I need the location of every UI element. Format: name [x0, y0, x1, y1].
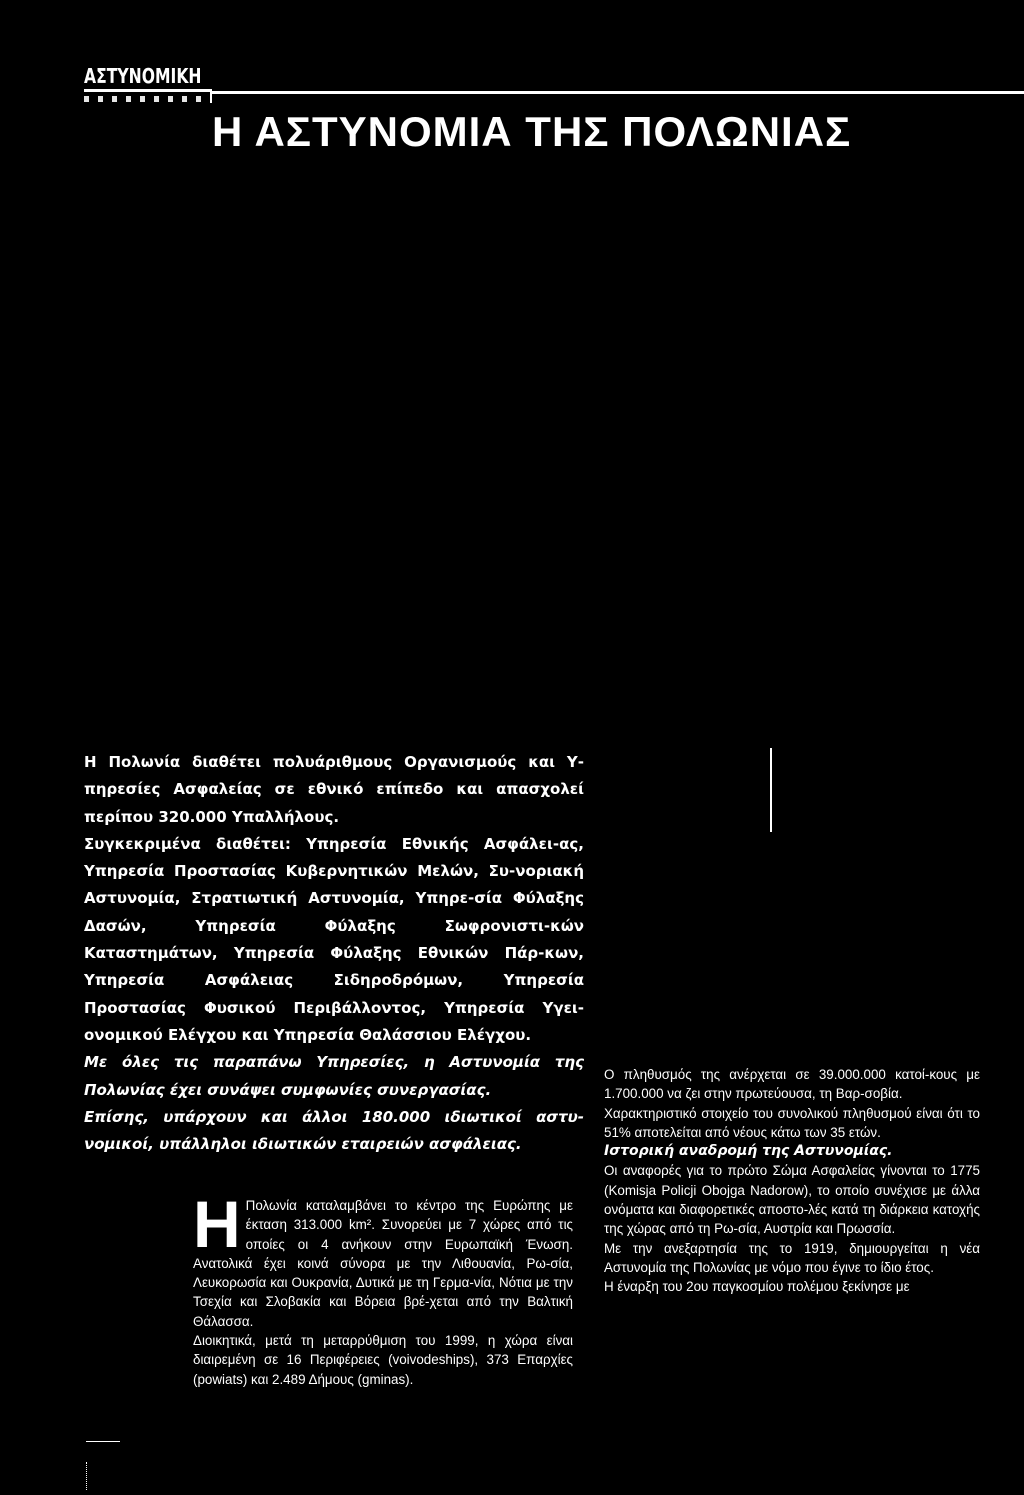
column-paragraph-text: Πολωνία καταλαμβάνει το κέντρο της Ευρώπης με έκταση 313.000 km². Συνορεύει με 7 χώρες από τις οποίες οι 4 ανήκουν στην Ευρωπαϊκή Ένωση. Ανατολικά έχει κοινά σύνορα με την Λιθουανία, Ρω-σία, Λευκορωσία και Ουκρανία, Δυτικά με τη Γερμα-νία, Νότια με την Τσεχία και Σλοβακία και Βόρεια βρέ-χεται από την Βαλτική Θάλασσα.: [193, 1198, 573, 1329]
column-paragraph: [193, 1187, 573, 1331]
section-label: ΑΣΤΥΝΟΜΙΚΗ: [84, 64, 202, 88]
column-paragraph: Η έναρξη του 2ου παγκοσμίου πολέμου ξεκίνησε με: [604, 1279, 910, 1295]
drop-cap: Η: [193, 1187, 241, 1261]
column-paragraph: Διοικητικά, μετά τη μεταρρύθμιση του 1999, η χώρα είναι διαιρεμένη σε 16 Περιφέρειες (voivodeships), 373 Επαρχίες (powiats) και 2.489 Δήμους (gminas).: [193, 1333, 573, 1387]
section-heading: Ιστορική αναδρομή της Αστυνομίας.: [604, 1143, 893, 1160]
intro-paragraph: Με όλες τις παραπάνω Υπηρεσίες, η Αστυνομία της Πολωνίας έχει συνάψει συμφωνίες συνεργασίας.: [84, 1053, 584, 1099]
column-paragraph: Με την ανεξαρτησία της το 1919, δημιουργείται η νέα Αστυνομία της Πολωνίας με νόμο που έγινε το ίδιο έτος.: [604, 1240, 980, 1275]
right-column: [604, 1065, 980, 1297]
column-paragraph: Χαρακτηριστικό στοιχείο του συνολικού πληθυσμού είναι ότι το 51% αποτελείται από νέους κάτω των 35 ετών.: [604, 1105, 980, 1140]
intro-paragraph: Η Πολωνία διαθέτει πολυάριθμους Οργανισμούς και Υ-πηρεσίες Ασφαλείας σε εθνικό επίπεδο και απασχολεί περίπου 320.000 Υπαλλήλους.: [84, 753, 584, 826]
column-paragraph: Ο πληθυσμός της ανέρχεται σε 39.000.000 κατοί-κους με 1.700.000 να ζει στην πρωτεύουσα, τη Βαρ-σοβία.: [604, 1067, 980, 1102]
section-label-decoration: [84, 96, 212, 102]
page-title: Η ΑΣΤΥΝΟΜΙΑ ΤΗΣ ΠΟΛΩΝΙΑΣ: [212, 108, 852, 155]
vertical-divider: [770, 748, 772, 832]
intro-paragraph: Επίσης, υπάρχουν και άλλοι 180.000 ιδιωτικοί αστυ-νομικοί, υπάλληλοι ιδιωτικών εταιρειών ασφάλειας.: [84, 1107, 584, 1154]
section-label-underline: [84, 89, 212, 92]
column-paragraph: Οι αναφορές για το πρώτο Σώμα Ασφαλείας γίνονται το 1775 (Komisja Policji Obojga Nadorow), το οποίο συνέχισε με άλλα ονόματα και διαφορετικές αποστο-λές κατά τη διάρκεια κατοχής της χώρας από τη Ρω-σία, Αυστρία και Πρωσσία.: [604, 1163, 980, 1237]
left-column: [193, 1187, 573, 1389]
footnote-mark: [86, 1462, 88, 1490]
header-rule-tick: [210, 91, 212, 103]
header-rule: [210, 91, 1024, 94]
intro-block: [84, 749, 584, 1158]
footnote-rule: [86, 1441, 120, 1442]
intro-paragraph: Συγκεκριμένα διαθέτει: Υπηρεσία Εθνικής Ασφάλει-ας, Υπηρεσία Προστασίας Κυβερνητικών Μελών, Συ-νοριακή Αστυνομία, Στρατιωτική Αστυνομία, Υπηρε-σία Φύλαξης Δασών, Υπηρεσία Φύλαξης Σωφρονιστι-κών Καταστημάτων, Υπηρεσία Φύλαξης Εθνικών Πάρ-κων, Υπηρεσία Ασφάλειας Σιδηροδρόμων, Υπηρεσία Προστασίας Φυσικού Περιβάλλοντος, Υπηρεσία Υγει-ονομικού Ελέγχου και Υπηρεσία Θαλάσσιου Ελέγχου.: [84, 834, 584, 1044]
